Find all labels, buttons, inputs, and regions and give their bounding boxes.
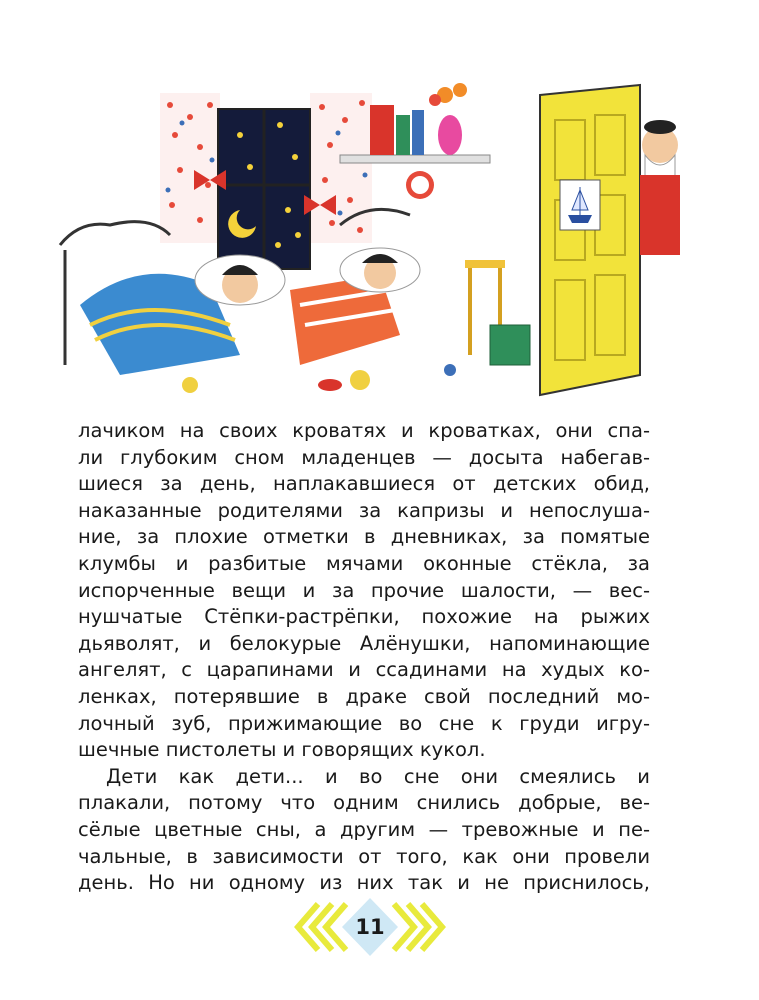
paragraph-2 [78,764,650,897]
text-line: шиеся за день, наплакавшиеся от детских обид, [78,472,650,496]
text-line: день. Но ни одному из них так и не приснилось, [78,871,650,895]
paragraph-1 [78,418,650,764]
text-line: клумбы и разбитые мячами оконные стёкла, за [78,551,650,575]
text-line: ли глубоким сном младенцев — досыта набегав- [78,445,650,469]
text-line: нушчатые Стёпки-растрёпки, похожие на рыжих [78,605,650,629]
text-line: сёлые цветные сны, а другим — тревожные и пе- [78,817,650,841]
text-line: плакали, потому что одним снились добрые, ве- [78,791,650,815]
text-line: ние, за плохие отметки в дневниках, за помятые [78,525,650,549]
text-line: испорченные вещи и за прочие шалости, — вес- [78,578,650,602]
page-number-badge [290,898,450,956]
text-line: лачиком на своих кроватях и кроватках, они спа- [78,419,650,442]
text-line: наказанные родителями за капризы и непослуша- [78,498,650,522]
text-line: ленках, потерявшие в драке свой последний мо- [78,684,650,708]
text-line: шечные пистолеты и говорящих кукол. [78,738,486,762]
bedroom-illustration [40,75,740,410]
text-line: ангелят, с царапинами и ссадинами на худых ко- [78,658,650,682]
text-line: чальные, в зависимости от того, как они провели [78,844,650,868]
page-number: 11 [355,915,385,939]
body-text [78,418,650,897]
text-line: лочный зуб, прижимающие во сне к груди игру- [78,711,650,735]
text-line: дьяволят, и белокурые Алёнушки, напоминающие [78,631,650,655]
text-line: Дети как дети... и во сне они смеялись и [106,764,650,788]
